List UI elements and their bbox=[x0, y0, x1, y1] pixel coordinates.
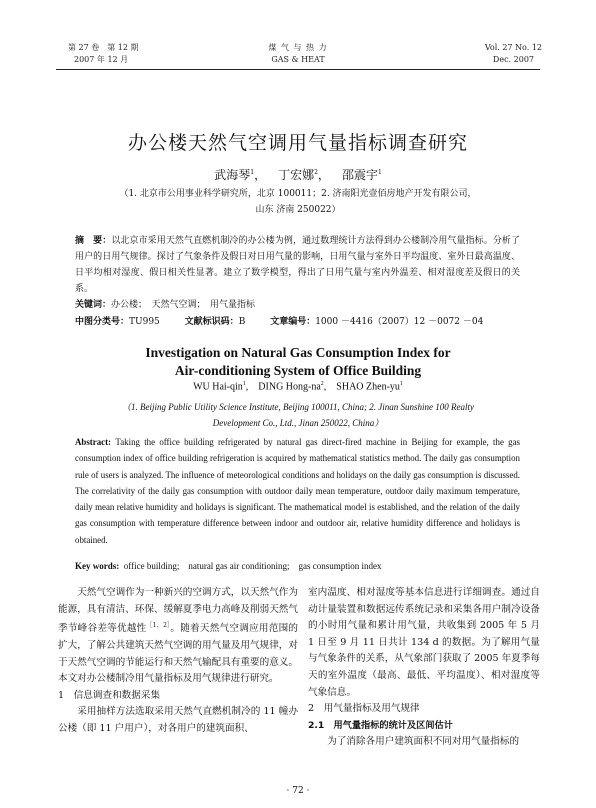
document-code: B bbox=[238, 317, 246, 327]
journal-name-cn: 煤 气 与 热 力 bbox=[268, 43, 328, 52]
abstract-en-label: Abstract: bbox=[75, 437, 111, 447]
author-3-en: SHAO Zhen-yu bbox=[336, 381, 400, 393]
issue-date-en: Dec. 2007 bbox=[492, 55, 534, 64]
keywords-cn-text: 办公楼； 天然气空调； 用气量指标 bbox=[111, 300, 256, 310]
paper-title-cn: 办公楼天然气空调用气量指标调查研究 bbox=[127, 132, 468, 154]
subsection-heading-2-1: 2.1 用气量指标的统计及区间估计 bbox=[308, 719, 453, 731]
issue-date: 2007 年 12 月 bbox=[74, 55, 129, 64]
volume-issue: 第 27 卷 第 12 期 bbox=[68, 43, 139, 52]
author-1-cn: 武海琴 bbox=[214, 168, 251, 182]
authors-cn: 武海琴$^1$， 丁宏娜$^2$， 邵震宇$^1$ bbox=[214, 168, 382, 182]
section-2-1-paragraph: 为了消除各用户建筑面积不同对用气量指标的 bbox=[327, 736, 520, 748]
abstract-cn bbox=[75, 233, 520, 297]
authors-en: WU Hai-qin$^1$, DING Hong-$na^2$, SHAO Zhen-$yu^1$ bbox=[193, 381, 403, 393]
volume-issue-en: Vol. 27 No. 12 bbox=[484, 43, 542, 52]
section-1-paragraph: 采用抽样方法选取采用天然气直燃机制冷的 11 幢办公楼（即 11 户用户），对各用户的建筑面积、 bbox=[58, 706, 298, 734]
keywords-en bbox=[75, 559, 382, 572]
section-heading-1: 1 信息调查和数据采集 bbox=[58, 689, 161, 701]
abstract-en-text: Taking the office building refrigerated by natural gas direct-fired machine in Beijing for example, the gas consumption index of office building refrigeration is acquired by mathematical statistics method. The daily gas consumption rule of users is analyzed. The influence of meteorological conditions and holidays on the daily gas consumption is discussed. The correlativity of the daily gas consumption with outdoor daily mean temperature, outdoor daily maximum temperature, daily mean relative humidity and holidays is significant. The mathematical model is established, and the relation of the daily gas consumption with temperature difference between indoor and outdoor air, relative humidity difference and holidays is obtained. bbox=[75, 437, 520, 545]
classification-line: 中图分类号：TU995 文献标识码：B 文章编号：1000 －4416（2007）12 －0072 －04 bbox=[75, 314, 483, 327]
intro-paragraph: 天然气空调作为一种新兴的空调方式，以天然气作为能源，具有清洁、环保、缓解夏季电力高峰及削弱天然气季节峰谷差等优越性$^{[1,2]}$。随着天然气空调应用范围的扩大，了解公共建筑天然气空调的用气量及用气规律，对于天然气空调的节能运行和天然气输配具有重要的意义。本文对办公楼制冷用气量指标及用气规律进行研究。 bbox=[58, 587, 299, 685]
abstract-cn-text: 以北京市采用天然气直燃机制冷的办公楼为例，通过数理统计方法得到办公楼制冷用气量指标。分析了用户的日用气规律。探讨了气象条件及假日对日用气量的影响，日用气量与室外日平均温度、室外日最高温度、日平均相对湿度、假日相关性显著。建立了数学模型，得出了日用气量与室内外温差、相对湿度差及假日的关系。 bbox=[75, 236, 520, 294]
affiliation-en: （1. Beijing Public Utility Science Institute, Beijing 100011, China; 2. Jinan Sunshine 100 Realty Development Co., Ltd., Jinan 250022, China） bbox=[121, 402, 474, 428]
page-number: · 72 · bbox=[286, 786, 310, 796]
journal-volume-info-en bbox=[462, 42, 542, 66]
author-3-cn: 邵震宇 bbox=[341, 168, 378, 182]
section-heading-2: 2 用气量指标及用气规律 bbox=[308, 703, 420, 715]
journal-volume-info bbox=[68, 42, 139, 66]
author-2-en: DING Hong-na bbox=[258, 381, 321, 393]
keywords-en-label: Key words: bbox=[75, 561, 120, 571]
body-left-column bbox=[58, 585, 298, 738]
keywords-en-text: office building; natural gas air conditioning; gas consumption index bbox=[123, 561, 382, 571]
affiliation-cn: （1. 北京市公用事业科学研究所，北京 100011；2. 济南阳光壹佰房地产开发有限公司， 山东 济南 250022） bbox=[119, 189, 477, 215]
journal-name-en: GAS & HEAT bbox=[271, 55, 325, 64]
body-right-column bbox=[308, 585, 540, 751]
article-number: 1000 －4416（2007）12 －0072 －04 bbox=[315, 317, 484, 327]
header-rule bbox=[56, 69, 540, 70]
paper-title-en: Investigation on Natural Gas Consumption Index for Air-conditioning System of Office Building bbox=[145, 345, 451, 378]
keywords-cn bbox=[75, 297, 255, 310]
data-collection-paragraph: 室内温度、相对湿度等基本信息进行详细调查。通过自动计量装置和数据远传系统记录和采集各用户制冷设备的小时用气量和累计用气量，共收集到 2005 年 5 月 1 日至 9 月 11 日共计 134 d 的数据。为了解用气量与气象条件的关系，从气象部门获取了 2005 年夏季每天的室外温度（最高、最低、平均温度）、相对湿度等气象信息。 bbox=[308, 587, 540, 698]
citation: ［1，2］ bbox=[146, 622, 171, 630]
author-2-cn: 丁宏娜 bbox=[278, 168, 315, 182]
clc-number: TU995 bbox=[129, 317, 160, 327]
journal-name bbox=[228, 42, 368, 66]
keywords-cn-label: 关键词： bbox=[75, 300, 112, 310]
author-1-en: WU Hai-qin bbox=[193, 381, 243, 393]
abstract-cn-label: 摘 要： bbox=[75, 236, 112, 246]
abstract-en bbox=[75, 434, 520, 548]
